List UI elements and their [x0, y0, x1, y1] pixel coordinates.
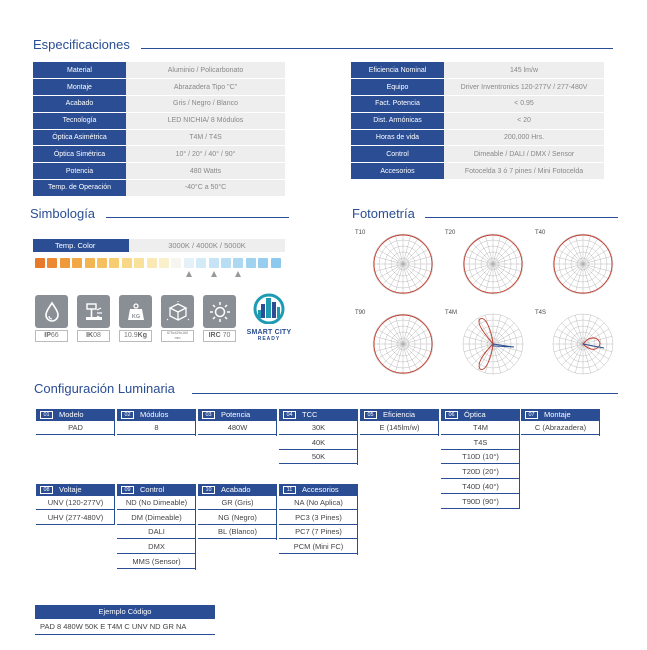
spec-value: 200,000 Hrs. [444, 129, 604, 146]
smart-city-ready-text: READY [257, 336, 281, 342]
spec-key: Control [351, 146, 444, 163]
config-title: Voltaje [59, 485, 82, 494]
weight-label: 10.9Kg [119, 330, 152, 342]
config-option: T10D (10°) [441, 450, 520, 464]
config-option: E (145lm/w) [360, 421, 439, 435]
spec-key: Acabado [33, 96, 126, 113]
photometry-label: T10 [355, 230, 366, 236]
svg-text:KG: KG [131, 313, 140, 320]
config-header [279, 484, 358, 496]
config-title: Accesorios [302, 485, 339, 494]
spec-value: Fotocelda 3 ó 7 pines / Mini Fotocelda [444, 163, 604, 180]
config-option: T4M [441, 421, 520, 435]
config-option: T4S [441, 436, 520, 450]
config-number: 03 [202, 411, 215, 419]
config-option: ND (No Dimeable) [117, 496, 196, 510]
config-number: 08 [40, 486, 53, 494]
spec-key: Accesorios [351, 163, 444, 180]
config-option: 30K [279, 421, 358, 435]
ip-rating-label: IP66 [35, 330, 68, 342]
config-header [198, 409, 277, 421]
config-number: 11 [283, 486, 296, 494]
config-number: 05 [364, 411, 377, 419]
config-option: 480W [198, 421, 277, 435]
ejemplo-codigo-title: Ejemplo Código [35, 605, 215, 619]
config-title: TCC [302, 410, 318, 419]
config-header [198, 484, 277, 496]
spec-key: Óptica Asimétrica [33, 129, 126, 146]
spec-value: 145 lm/w [444, 62, 604, 79]
config-header [117, 409, 196, 421]
config-title: Control [140, 485, 165, 494]
spec-key: Equipo [351, 79, 444, 96]
config-option: UNV (120-277V) [36, 496, 115, 510]
configuracion-title: Configuración Luminaria [34, 381, 175, 396]
config-option: C (Abrazadera) [521, 421, 600, 435]
ik-rating-label: IK08 [77, 330, 110, 342]
config-option: MMS (Sensor) [117, 555, 196, 569]
spec-value: T4M / T4S [126, 129, 285, 146]
config-option: T90D (90°) [441, 495, 520, 509]
config-option: DMX [117, 540, 196, 554]
spec-key: Potencia [33, 163, 126, 180]
config-option: 50K [279, 450, 358, 464]
config-option: DALI [117, 525, 196, 539]
config-option: DM (Dimeable) [117, 511, 196, 525]
config-option: BL (Blanco) [198, 525, 277, 539]
spec-value: < 0.95 [444, 96, 604, 113]
spec-key: Fact. Potencia [351, 96, 444, 113]
simbologia-title: Simbología [30, 206, 96, 221]
config-number: 10 [202, 486, 215, 494]
config-option: NG (Negro) [198, 511, 277, 525]
config-option: PAD [36, 421, 115, 435]
config-header [441, 409, 520, 421]
photometry-label: T4S [535, 310, 547, 316]
spec-key: Dist. Armónicas [351, 112, 444, 129]
spec-value: Aluminio / Policarbonato [126, 62, 285, 79]
config-header [521, 409, 600, 421]
config-title: Óptica [464, 410, 486, 419]
config-title: Montaje [544, 410, 571, 419]
config-option: PC7 (7 Pines) [279, 525, 358, 539]
spec-value: < 20 [444, 112, 604, 129]
config-option: T40D (40°) [441, 480, 520, 494]
config-option: 40K [279, 436, 358, 450]
config-number: 09 [121, 486, 134, 494]
spec-value: 10° / 20° / 40° / 90° [126, 146, 285, 163]
temp-color-value: 3000K / 4000K / 5000K [129, 239, 285, 252]
config-title: Eficiencia [383, 410, 416, 419]
config-option: PC3 (3 Pines) [279, 511, 358, 525]
config-option: PCM (Mini FC) [279, 540, 358, 554]
spec-key: Óptica Simétrica [33, 146, 126, 163]
smart-city-text: SMART CITY [246, 329, 292, 336]
config-option: UHV (277-480V) [36, 511, 115, 525]
config-header [117, 484, 196, 496]
config-title: Módulos [140, 410, 169, 419]
photometry-label: T20 [445, 230, 456, 236]
config-title: Acabado [221, 485, 251, 494]
especificaciones-title: Especificaciones [33, 37, 130, 52]
config-number: 06 [445, 411, 458, 419]
spec-key: Horas de vida [351, 129, 444, 146]
spec-value: Gris / Negro / Blanco [126, 96, 285, 113]
config-option: NA (No Aplica) [279, 496, 358, 510]
fotometria-title: Fotometría [352, 206, 415, 221]
photometry-label: T4M [445, 310, 457, 316]
config-number: 04 [283, 411, 296, 419]
config-number: 02 [121, 411, 134, 419]
spec-key: Material [33, 62, 126, 79]
photometry-label: T40 [535, 230, 546, 236]
config-title: Modelo [59, 410, 84, 419]
config-number: 07 [525, 411, 538, 419]
config-option: T20D (20°) [441, 465, 520, 479]
config-header [360, 409, 439, 421]
temp-color-label: Temp. Color [33, 239, 129, 252]
spec-key: Tecnología [33, 112, 126, 129]
irc-label: IRC 70 [203, 330, 236, 342]
spec-value: Driver Inventronics 120-277V / 277-480V [444, 79, 604, 96]
spec-value: LED NICHIA/ 8 Módulos [126, 112, 285, 129]
config-title: Potencia [221, 410, 251, 419]
spec-key: Temp. de Operación [33, 180, 126, 197]
config-header [36, 409, 115, 421]
config-option: 8 [117, 421, 196, 435]
ejemplo-codigo-value: PAD 8 480W 50K E T4M C UNV ND GR NA [35, 619, 215, 635]
config-header [36, 484, 115, 496]
spec-value: 480 Watts [126, 163, 285, 180]
config-number: 01 [40, 411, 53, 419]
dimensions-label: 675x425x160 mm [161, 330, 194, 342]
photometry-label: T90 [355, 310, 366, 316]
config-header [279, 409, 358, 421]
spec-value: -40°C a 50°C [126, 180, 285, 197]
spec-value: Dimeable / DALI / DMX / Sensor [444, 146, 604, 163]
spec-value: Abrazadera Tipo "C" [126, 79, 285, 96]
spec-key: Eficiencia Nominal [351, 62, 444, 79]
spec-key: Montaje [33, 79, 126, 96]
config-option: GR (Gris) [198, 496, 277, 510]
